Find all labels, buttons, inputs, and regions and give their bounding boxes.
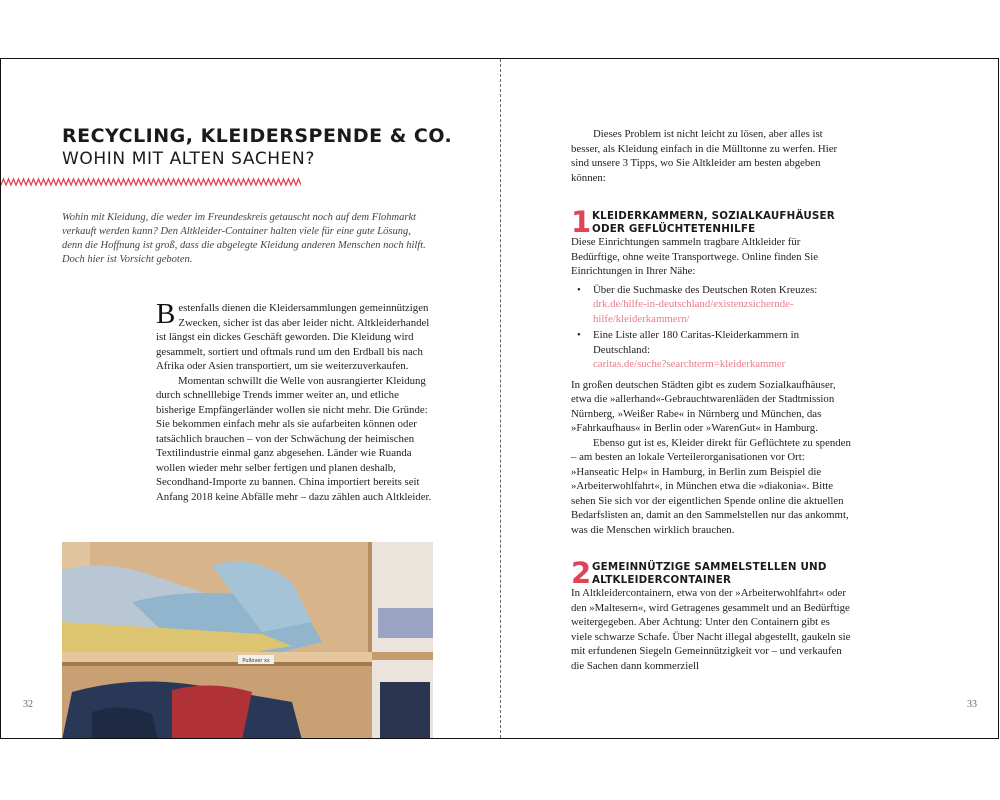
chapter-subtitle: WOHIN MIT ALTEN SACHEN? — [62, 149, 315, 169]
left-paragraph-1: estenfalls dienen die Kleidersammlungen gemeinnützigen Zwecken, sicher ist das aber leider nicht. Altkleiderhandel ist längst ein dickes Geschäft geworden. Die Kleidung wird gesammelt, sortiert und oftmals rund um den Erdball bis nach Afrika oder Asien transportiert, um sie weiterzuverkaufen. — [156, 302, 430, 372]
intro-paragraph: Wohin mit Kleidung, die weder im Freundeskreis getauscht noch auf dem Flohmarkt verkauft werden kann? Den Altkleider-Container halten viele für eine gute Lösung, denn die Hoffnung ist groß, dass die abgelegte Kleidung anderen Menschen noch hilft. Doch hier ist Vorsicht geboten. — [62, 212, 426, 265]
section-1-intro: Diese Einrichtungen sammeln tragbare Altkleider für Bedürftige, ohne weite Transportwege. Online finden Sie Einrichtungen in Ihrer Nähe: — [571, 236, 819, 277]
page-number-right: 33 — [967, 699, 977, 710]
zigzag-divider — [1, 177, 301, 187]
section-2-title: GEMEINNÜTZIGE SAMMELSTELLEN UND ALTKLEIDERCONTAINER — [592, 561, 827, 586]
section-1-body — [571, 235, 851, 537]
section-2-body: In Altkleidercontainern, etwa von der »Arbeiterwohlfahrt« oder den »Maltesern«, wird Getragenes gesammelt und an Bedürftige weitergegeben. Aber Achtung: Unter den Containern gibt es viele schwarze Schafe. Über Nacht illegal abgestellt, gaukeln sie mit erfundenen Siegeln Gemeinnützigkeit vor – und verkaufen die Sachen dann kommerziell — [571, 587, 851, 672]
drk-link[interactable]: drk.de/hilfe-in-deutschland/existenzsichernde-hilfe/kleiderkammern/ — [593, 298, 794, 325]
chapter-title: RECYCLING, KLEIDERSPENDE & CO. — [62, 125, 453, 147]
section-1-paragraph-2: In großen deutschen Städten gibt es zudem Sozialkaufhäuser, etwa die »allerhand«-Gebrauchtwarenläden der Stadtmission Nürnberg, »Weißer Rabe« in Nürnberg und München, das »Fahrkaufhaus« in Berlin oder »WarenGut« in Hamburg. — [571, 378, 836, 434]
section-1-paragraph-3: Ebenso gut ist es, Kleider direkt für Geflüchtete zu spenden – am besten an lokale Verteilerorganisationen vor Ort: »Hanseatic Help« in Hamburg, in Berlin zum Beispiel die »Arbeiterwohlfahrt«, in München etwa die »diakonia«. Bitte sehen Sie sich vor der eigentlichen Spende online die aktuellen Bedarfslisten an, damit an den Sammelstellen nur das ankommt, was die Menschen wirklich brauchen. — [571, 436, 851, 536]
left-paragraph-2: Momentan schwillt die Welle von ausrangierter Kleidung durch schnelllebige Trends immer weiter an, und etliche bisherige Empfängerländer wollen sie nicht mehr. Die Gründe: Sie bekommen einfach mehr als sie aufarbeiten können oder tatsächlich brauchen – von der Schwächung der heimischen Textilindustrie einmal ganz abgesehen. Länder wie Ruanda wollen wieder mehr selber fertigen und planen deshalb, Secondhand-Importe zu bannen. China importiert bereits seit Anfang 2018 keine Abfälle mehr – dazu zählen auch Altkleider. — [156, 374, 432, 503]
right-intro: Dieses Problem ist nicht leicht zu lösen, aber alles ist besser, als Kleidung einfach in die Mülltonne zu werfen. Hier sind unsere 3 Tipps, wo Sie Altkleider am besten abgeben können: — [571, 128, 838, 184]
section-2-number: 2 — [571, 556, 592, 590]
section-1-number: 1 — [571, 205, 592, 239]
left-body-text — [156, 298, 432, 504]
list-item: • Eine Liste aller 180 Caritas-Kleiderkammern in Deutschland: caritas.de/suche?searchterm=kleiderkammer — [571, 328, 851, 372]
page-number-left: 32 — [23, 699, 33, 710]
resource-list — [571, 283, 851, 372]
book-spread — [0, 58, 999, 739]
shelf-label: Pullover xs — [242, 658, 270, 664]
section-1-title: KLEIDERKAMMERN, SOZIALKAUFHÄUSER ODER GEFLÜCHTETENHILFE — [592, 210, 835, 235]
clothes-shelf-photo — [62, 542, 433, 739]
dropcap-letter: B — [156, 298, 176, 330]
list-item: • Über die Suchmaske des Deutschen Roten Kreuzes: drk.de/hilfe-in-deutschland/existenzsichernde-hilfe/kleiderkammern/ — [571, 283, 851, 327]
caritas-link[interactable]: caritas.de/suche?searchterm=kleiderkammer — [593, 358, 786, 370]
page-gutter — [500, 59, 501, 738]
